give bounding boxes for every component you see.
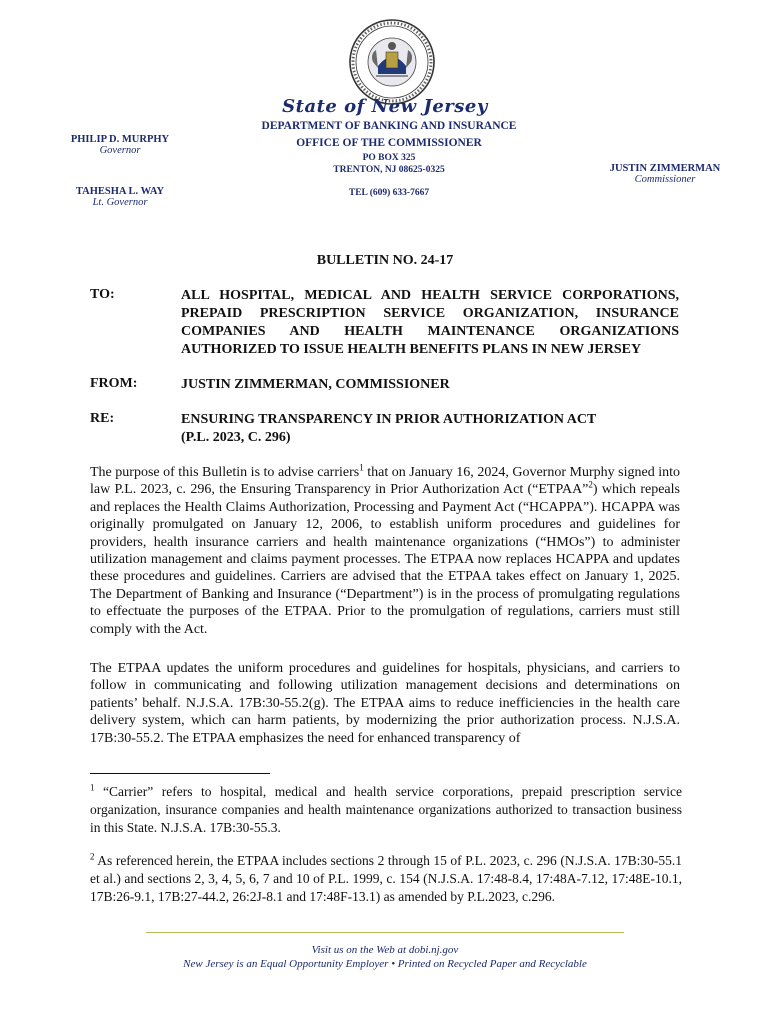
footnote-2 [90, 852, 682, 906]
footnote-2-number: 2 [90, 851, 95, 862]
from-label: FROM: [90, 376, 138, 391]
p1-text-b: that on January 16, 2024, Governor Murphy signed into law P.L. 2023, c. 296, the Ensuring Transparency in Prior Authorization Act (“ETPAA” [90, 465, 680, 498]
footnote-1 [90, 783, 682, 837]
footnote-ref-1: 1 [359, 462, 364, 473]
re-subject-line2: (P.L. 2023, C. 296) [181, 430, 291, 445]
footnote-ref-2: 2 [588, 479, 593, 490]
commissioner-block [590, 163, 740, 185]
department-name: DEPARTMENT OF BANKING AND INSURANCE [261, 120, 517, 132]
footnote-2-text: As referenced herein, the ETPAA includes sections 2 through 15 of P.L. 2023, c. 296 (N.J.S.A. 17B:30-55.1 et al.) and sections 2, 3, 4, 5, 6, 7 and 10 of P.L. 1999, c. 154 (N.J.S.A. 17:48-8.4, 17:48A-7.12, 17:48E-10.1, 17B:26-9.1, 17B:27-44.2, 26:2J-8.1 and 17:48F-13.1) as amended by P.L.2023, c.296. [90, 853, 682, 904]
p1-text-c: ) which repeals and replaces the Health Claims Authorization, Processing and Payment Act (“HCAPPA”). HCAPPA was originally promulgated on January 12, 2006, to establish uniform procedures and guidelines for providers, health insurance carriers and health maintenance organizations (“HMOs”) to administer utilization management and claims payment processes. The ETPAA now replaces HCAPPA and updates these procedures and guidelines. Carriers are advised that the ETPAA takes effect on January 1, 2025. The Department of Banking and Insurance (“Department”) is in the process of promulgating regulations to effectuate the purposes of the ETPAA. Prior to the promulgation of regulations, carriers must still comply with the Act. [90, 482, 680, 637]
governor-block [55, 134, 185, 156]
bulletin-number: BULLETIN NO. 24-17 [316, 253, 454, 268]
state-title: State of New Jersey [282, 96, 488, 117]
re-label: RE: [90, 411, 115, 426]
footer-eeo-statement: New Jersey is an Equal Opportunity Employer • Printed on Recycled Paper and Recyclable [183, 958, 587, 970]
footnote-divider [90, 773, 270, 774]
telephone: TEL (609) 633-7667 [348, 188, 430, 198]
footnote-1-number: 1 [90, 782, 95, 793]
to-recipients: ALL HOSPITAL, MEDICAL AND HEALTH SERVICE CORPORATIONS, PREPAID PRESCRIPTION SERVICE ORGANIZATION, INSURANCE COMPANIES AND HEALTH MAINTENANCE ORGANIZATIONS AUTHORIZED TO ISSUE HEALTH BENEFITS PLANS IN NEW JERSEY [181, 288, 679, 357]
office-name: OFFICE OF THE COMMISSIONER [296, 137, 482, 149]
governor-title: Governor [99, 145, 141, 156]
lt-governor-block [55, 186, 185, 208]
footer-website: Visit us on the Web at dobi.nj.gov [311, 944, 459, 956]
re-subject [181, 411, 679, 447]
to-label: TO: [90, 287, 115, 302]
footer-divider [146, 932, 624, 933]
commissioner-name: JUSTIN ZIMMERMAN [609, 163, 721, 174]
governor-name: PHILIP D. MURPHY [70, 134, 170, 145]
re-subject-line1: ENSURING TRANSPARENCY IN PRIOR AUTHORIZATION ACT [181, 412, 597, 427]
lt-governor-name: TAHESHA L. WAY [75, 186, 165, 197]
body-paragraph-2: The ETPAA updates the uniform procedures and guidelines for hospitals, physicians, and carriers to follow in communicating and following utilization management decisions and determinations on patients’ behalf. N.J.S.A. 17B:30-55.2(g). The ETPAA aims to reduce inefficiencies in the health care delivery system, which can harm patients, by modernizing the prior authorization process. N.J.S.A. 17B:30-55.2. The ETPAA emphasizes the need for enhanced transparency of [90, 661, 680, 746]
commissioner-title: Commissioner [634, 174, 696, 185]
state-seal-logo [348, 18, 436, 106]
body-paragraph-1 [90, 464, 680, 638]
footnote-1-text: “Carrier” refers to hospital, medical and health service corporations, prepaid prescription service organization, insurance companies and health maintenance organizations authorized to transaction business in this State. N.J.S.A. 17B:30-55.3. [90, 784, 682, 835]
po-box: PO BOX 325 [362, 153, 416, 163]
city-zip: TRENTON, NJ 08625-0325 [333, 165, 445, 175]
p1-text-a: The purpose of this Bulletin is to advise carriers [90, 465, 360, 480]
from-sender: JUSTIN ZIMMERMAN, COMMISSIONER [181, 377, 450, 392]
lt-governor-title: Lt. Governor [92, 197, 148, 208]
